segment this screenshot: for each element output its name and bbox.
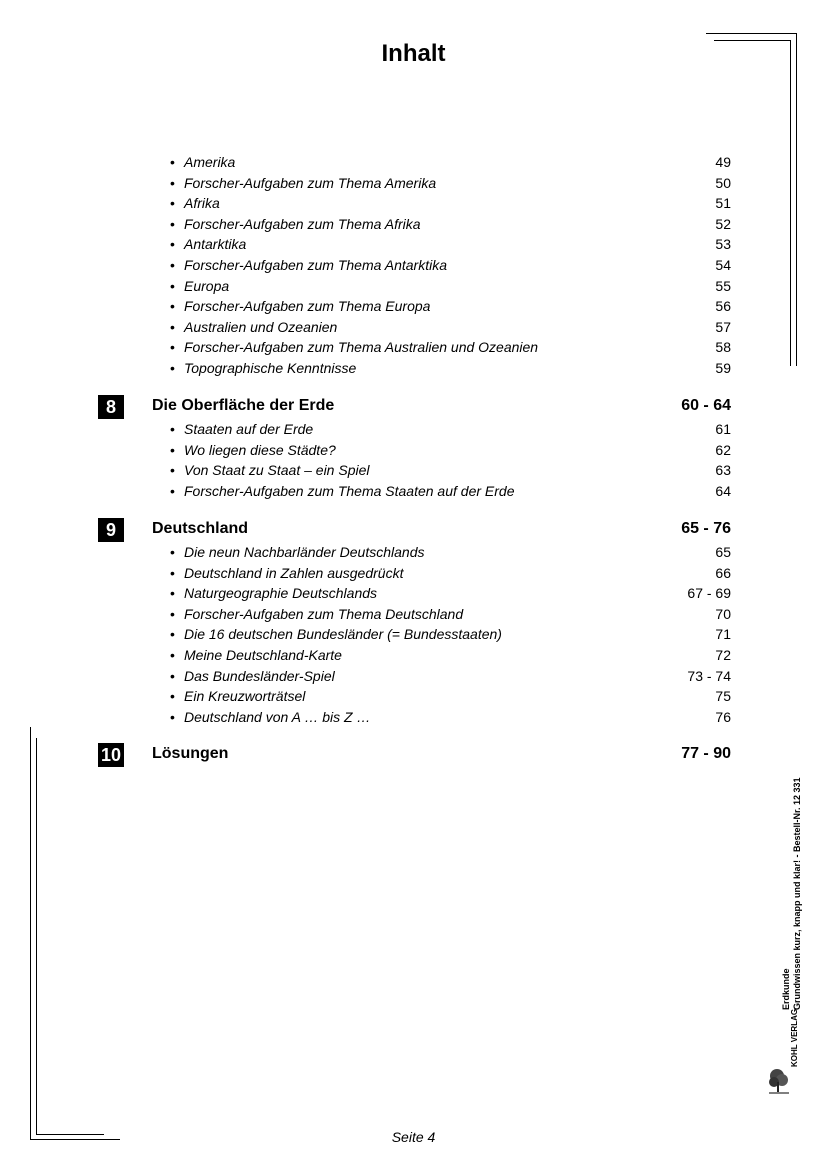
toc-entry	[170, 236, 731, 256]
bullet: •	[170, 154, 175, 170]
bullet: •	[170, 421, 175, 437]
toc-entry	[170, 442, 731, 462]
toc-entry-title: Afrika	[184, 195, 220, 212]
toc-entry-title: Forscher-Aufgaben zum Thema Deutschland	[184, 605, 464, 622]
bullet: •	[170, 544, 175, 560]
toc-entry-title: Europa	[184, 277, 230, 294]
bullet: •	[170, 605, 175, 622]
bullet: •	[170, 174, 175, 191]
bullet: •	[170, 360, 175, 376]
toc-entry-page: 55	[715, 277, 731, 294]
toc-entry-page: 65	[715, 544, 731, 560]
toc-entry-title: Deutschland von A … bis Z …	[184, 708, 371, 725]
toc-entry	[170, 216, 731, 236]
toc-entry-page: 53	[715, 236, 731, 253]
toc-entry-page: 51	[715, 195, 731, 212]
toc-entry	[170, 709, 731, 729]
toc-entry	[170, 606, 731, 626]
toc-entry-title: Forscher-Aufgaben zum Thema Afrika	[184, 215, 421, 232]
bullet: •	[170, 647, 175, 663]
toc-entry-page: 50	[715, 174, 731, 191]
bullet: •	[170, 708, 175, 725]
toc-entry-title: Forscher-Aufgaben zum Thema Antarktika	[184, 257, 448, 273]
toc-entry-page: 64	[715, 482, 731, 499]
toc-entry	[170, 175, 731, 195]
toc-entry	[170, 421, 731, 441]
section-pages: 60 - 64	[681, 397, 731, 414]
toc-entry-page: 76	[715, 708, 731, 725]
toc-entry	[170, 544, 731, 564]
toc-entry	[170, 462, 731, 482]
side-book-info: Grundwissen kurz, knapp und klar! - Bestell-Nr. 12 331	[792, 777, 802, 1010]
toc-entry-page: 66	[715, 564, 731, 581]
toc-entry-title: Topographische Kenntnisse	[184, 360, 357, 376]
bullet: •	[170, 482, 175, 499]
toc-entry	[170, 647, 731, 667]
section-number-badge: 8	[98, 395, 124, 419]
page-footer: Seite 4	[391, 1129, 436, 1145]
toc-entry-page: 56	[715, 298, 731, 315]
bullet: •	[170, 195, 175, 212]
bullet: •	[170, 688, 175, 705]
toc-entry-page: 67 - 69	[687, 585, 731, 602]
toc-entry-page: 52	[715, 215, 731, 232]
toc-entry-title: Forscher-Aufgaben zum Thema Amerika	[184, 174, 437, 191]
page-title: Inhalt	[381, 40, 446, 67]
toc-entry-title: Amerika	[184, 154, 236, 170]
bullet: •	[170, 441, 175, 458]
bullet: •	[170, 277, 175, 294]
section-pages: 77 - 90	[681, 745, 731, 762]
toc-entry-title: Forscher-Aufgaben zum Thema Staaten auf der Erde	[184, 482, 515, 499]
toc-entry-title: Ein Kreuzworträtsel	[184, 688, 306, 705]
toc-entry-title: Staaten auf der Erde	[184, 421, 314, 437]
publisher-logo-text: KOHL VERLAG	[790, 1008, 799, 1067]
toc-entry-page: 49	[715, 154, 731, 170]
side-subject: Erdkunde	[781, 968, 791, 1010]
toc-entry-title: Deutschland in Zahlen ausgedrückt	[184, 564, 404, 581]
bullet: •	[170, 318, 175, 335]
toc-entry-page: 70	[715, 605, 731, 622]
bullet: •	[170, 462, 175, 479]
toc-entry	[170, 360, 731, 380]
toc-entry-page: 63	[715, 462, 731, 479]
section-number-badge: 9	[98, 518, 124, 542]
toc-entry-title: Antarktika	[184, 236, 247, 253]
toc-entry-title: Das Bundesländer-Spiel	[184, 667, 335, 684]
bullet: •	[170, 215, 175, 232]
toc-entry	[170, 585, 731, 605]
bullet: •	[170, 585, 175, 602]
toc-entry	[170, 278, 731, 298]
toc-entry-title: Die neun Nachbarländer Deutschlands	[184, 544, 425, 560]
toc-entry-page: 57	[715, 318, 731, 335]
toc-entry	[170, 154, 731, 174]
toc-entry-page: 62	[715, 441, 731, 458]
bullet: •	[170, 564, 175, 581]
side-order-info	[781, 777, 803, 1010]
section-heading	[98, 743, 731, 767]
bullet: •	[170, 339, 175, 356]
toc-entry	[170, 565, 731, 585]
toc-entry-page: 71	[715, 626, 731, 643]
toc-entry-page: 54	[715, 257, 731, 273]
toc-entry-title: Forscher-Aufgaben zum Thema Europa	[184, 298, 431, 315]
toc-entry	[170, 319, 731, 339]
section-heading	[98, 518, 731, 542]
toc-entry	[170, 298, 731, 318]
bullet: •	[170, 298, 175, 315]
bullet: •	[170, 257, 175, 273]
toc-entry	[170, 257, 731, 277]
bullet: •	[170, 236, 175, 253]
toc-entry-page: 61	[715, 421, 731, 437]
section-number-badge: 10	[98, 743, 124, 767]
toc-entry-page: 59	[715, 360, 731, 376]
toc-entry-page: 58	[715, 339, 731, 356]
toc-entry	[170, 195, 731, 215]
toc-entry-title: Die 16 deutschen Bundesländer (= Bundesstaaten)	[184, 626, 502, 643]
toc-entry-title: Forscher-Aufgaben zum Thema Australien und Ozeanien	[184, 339, 539, 356]
toc-entry-title: Von Staat zu Staat – ein Spiel	[184, 462, 370, 479]
toc-entry	[170, 688, 731, 708]
section-title: Die Oberfläche der Erde	[152, 397, 335, 414]
section-title: Deutschland	[152, 520, 249, 537]
toc-entry	[170, 483, 731, 503]
bullet: •	[170, 667, 175, 684]
toc-entry-title: Meine Deutschland-Karte	[184, 647, 342, 663]
section-heading	[98, 395, 731, 419]
toc-entry-title: Naturgeographie Deutschlands	[184, 585, 378, 602]
bullet: •	[170, 626, 175, 643]
section-pages: 65 - 76	[681, 520, 731, 537]
toc-entry	[170, 339, 731, 359]
toc-entry-page: 73 - 74	[687, 667, 731, 684]
toc-entry-page: 75	[715, 688, 731, 705]
section-title: Lösungen	[152, 745, 229, 762]
tree-logo-icon	[767, 1066, 791, 1094]
toc-entry	[170, 668, 731, 688]
toc-entry-page: 72	[715, 647, 731, 663]
toc-entry-title: Australien und Ozeanien	[184, 318, 338, 335]
toc-entry-title: Wo liegen diese Städte?	[184, 441, 336, 458]
toc-entry	[170, 626, 731, 646]
